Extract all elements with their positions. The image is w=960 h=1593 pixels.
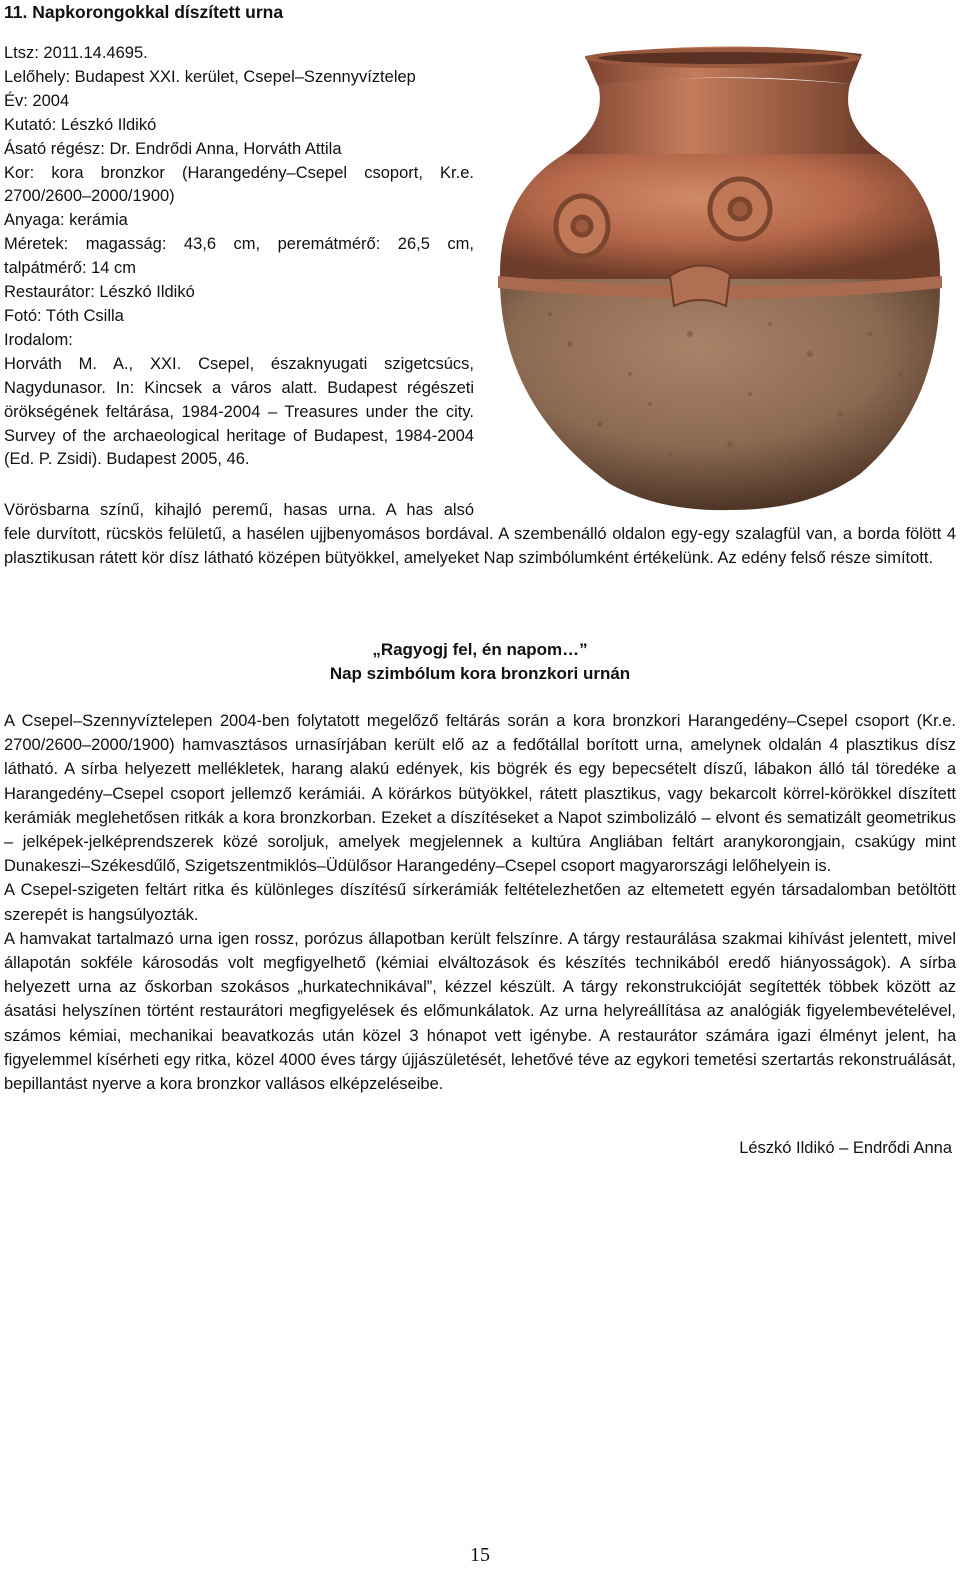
literature-label: Irodalom: (4, 330, 73, 349)
page-number: 15 (470, 1544, 490, 1566)
inventory-number: Ltsz: 2011.14.4695. (4, 44, 148, 62)
sun-disc-left (556, 196, 608, 256)
article-heading-quote: „Ragyogj fel, én napom…” (372, 640, 588, 659)
body-paragraph: A Csepel-szigeten feltárt ritka és különleges díszítésű sírkerámiák feltételezhetően az eltemetett egyén társadalomban betöltött szerepét is hangsúlyozták. (4, 881, 956, 924)
article-authors: Lészkó Ildikó – Endrődi Anna (739, 1139, 952, 1157)
period-line-2: 2700/2600–2000/1900) (4, 187, 175, 206)
body-paragraph: A hamvakat tartalmazó urna igen rossz, porózus állapotban került felszínre. A tárgy restaurálása szakmai kihívást jelentett, mivel állapotán sokféle károsodás volt megfigyelhető (kémiai elváltozások és készítés technikából eredő hiányosságok). A sírba helyezett urna az őskorban szokásos „hurkatechnikával”, kézzel készült. A tárgy rekonstrukcióját segítették többek között az ásatási helyszínen történt restaurátori megfigyelések és előmunkálatok. Az urna helyreállítása az analógiák figyelembevételével, számos kémiai, mechanikai beavatkozás után közel 3 hónapot vett igénybe. A restaurátor számára igazi élményt jelent, ha figyelemmel kísérheti egy ritka, közel 4000 éves tárgy újjászületését, lehetővé téve az egykori temetési szertartás rekonstruálását, bepillantást nyerve a kora bronzkor vallásos elképzeléseibe. (4, 929, 956, 1094)
description-text: fele durvított, rücskös felületű, a hasélen ujjbenyomásos bordával. A szembenálló oldalon egy-egy szalagfül van, a borda fölött 4 plasztikusan rátett kör dísz látható középen bütyökkel, amelyeket Nap szimbólumként értékelünk. Az edény felső része simított. (4, 525, 956, 567)
material: Anyaga: kerámia (4, 211, 128, 230)
restorer: Restaurátor: Lészkó Ildikó (4, 283, 195, 302)
description-first-line: Vörösbarna színű, kihajló peremű, hasas urna. A has alsó (4, 501, 474, 519)
year: Év: 2004 (4, 91, 70, 110)
period-line-1: Kor: kora bronzkor (Harangedény–Csepel csoport, Kr.e. (4, 163, 474, 182)
body-paragraph: A Csepel–Szennyvíztelepen 2004-ben folytatott megelőző feltárás során a kora bronzkori Harangedény–Csepel csoport (Kr.e. 2700/2600–2000/1900) hamvasztásos urnasírjában került elő az a fedőtállal borított urna, amelynek oldalán 4 plasztikus dísz látható. A sírba helyezett mellékletek, harang alakú edények, kis bögrék és egy bepecsételt díszű, lábakon álló tál töredéke a Harangedény–Csepel csoport jellemző kerámiái. A körárkos bütyökkel, rátett plasztikus, vagy bekarcolt körrel-körökkel díszített kerámiák meglehetősen ritkák a kora bronzkorban. Ezeket a díszítéseket a Napot szimbolizáló – elvont és sematizált geometrikus – jelképek-jelképrendszerek közé soroljuk, amelyek megjelennek a kultúra Angliában feltárt aranykorongjain, csakúgy mint Dunakeszi–Székesdűlő, Szigetszentmiklós–Üdülősor Harangedény–Csepel csoport magyarországi lelőhelyein is. (4, 712, 956, 876)
sun-disc-right (710, 179, 770, 239)
dimensions-line-1: Méretek: magasság: 43,6 cm, peremátmérő: 26,5 cm, (4, 235, 474, 254)
dimensions-line-2: talpátmérő: 14 cm (4, 259, 137, 278)
object-metadata (4, 42, 474, 472)
article-body (4, 709, 956, 1096)
excavating-archaeologist: Ásató régész: Dr. Endrődi Anna, Horváth Attila (4, 139, 342, 158)
researcher: Kutató: Lészkó Ildikó (4, 115, 157, 134)
urn-photo (490, 44, 950, 512)
literature-citation: Horváth M. A., XXI. Csepel, északnyugati szigetcsúcs, Nagydunasor. In: Kincsek a város alatt. Budapest régészeti örökségének feltárása, 1984-2004 – Treasures under the city. Survey of the archaeological heritage of Budapest, 1984-2004 (Ed. P. Zsidi). Budapest 2005, 46. (4, 354, 474, 469)
page-title: 11. Napkorongokkal díszített urna (4, 2, 284, 22)
article-heading-subtitle: Nap szimbólum kora bronzkori urnán (329, 664, 631, 683)
find-site: Lelőhely: Budapest XXI. kerület, Csepel–Szennyvíztelep (4, 67, 416, 86)
photographer: Fotó: Tóth Csilla (4, 306, 124, 325)
